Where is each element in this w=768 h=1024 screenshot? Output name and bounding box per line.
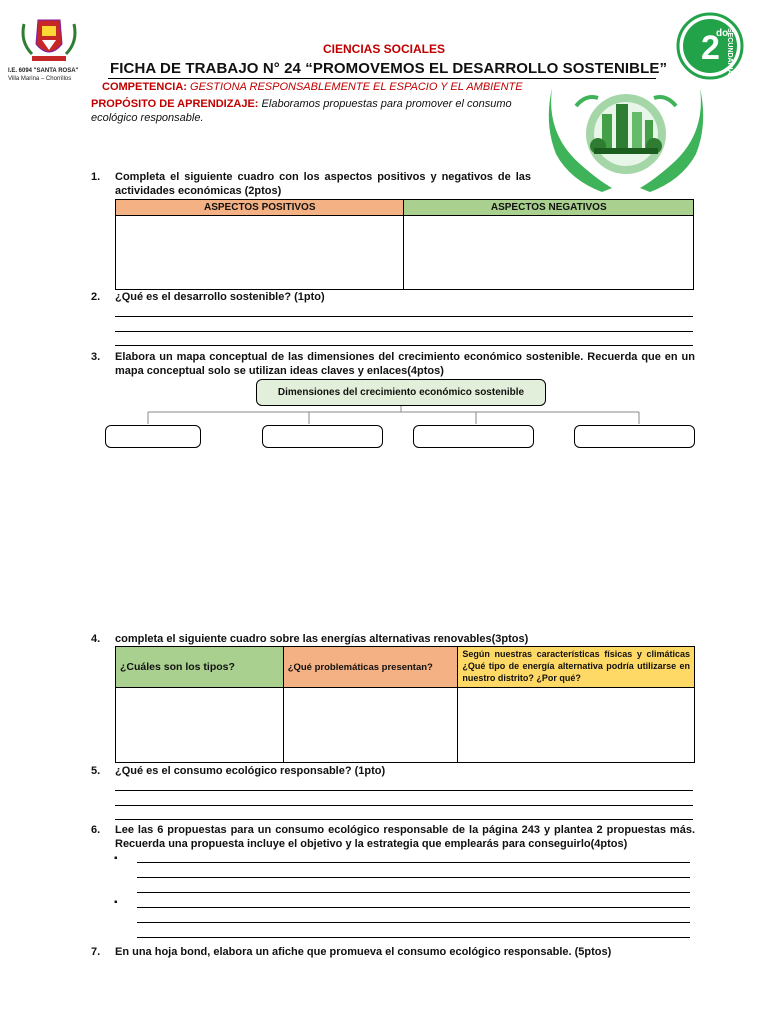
- badge-number: 2: [701, 29, 720, 67]
- cell-types[interactable]: [116, 688, 284, 763]
- bullet: ▪: [114, 853, 118, 864]
- proposito-text: Elaboramos propuestas para promover el consumo ecológico responsable.: [91, 98, 512, 124]
- aspects-table: [115, 199, 694, 290]
- badge-text: SECUNDARIA: [726, 28, 733, 75]
- concept-map-connectors: [140, 406, 660, 426]
- answer-line[interactable]: [115, 805, 693, 806]
- answer-line[interactable]: [137, 937, 690, 938]
- question-number: 6.: [91, 824, 101, 836]
- answer-line[interactable]: [115, 819, 693, 820]
- question-text: ¿Qué es el consumo ecológico responsable? (1pto): [115, 765, 386, 777]
- cell-district-energy[interactable]: [458, 688, 695, 763]
- cell-positive[interactable]: [116, 216, 404, 290]
- school-logo: [18, 14, 80, 64]
- answer-line[interactable]: [115, 790, 693, 791]
- question-text: Completa el siguiente cuadro con los aspectos positivos y negativos de las actividades económicas (2ptos): [115, 171, 531, 197]
- energy-table: [115, 646, 695, 763]
- question-text: En una hoja bond, elabora un afiche que promueva el consumo ecológico responsable. (5ptos): [115, 946, 612, 958]
- cell-negative[interactable]: [404, 216, 694, 290]
- concept-map-node-1[interactable]: [105, 425, 201, 448]
- answer-line[interactable]: [137, 922, 690, 923]
- bullet: ▪: [114, 897, 118, 908]
- header-problems: ¿Qué problemáticas presentan?: [283, 647, 458, 688]
- question-number: 7.: [91, 946, 101, 958]
- answer-line[interactable]: [115, 345, 693, 346]
- eco-hands-illustration: [546, 84, 706, 192]
- question-3: [91, 350, 695, 380]
- title-underline: [108, 78, 656, 79]
- question-text: Lee las 6 propuestas para un consumo ecológico responsable de la página 243 y plantea 2 propuestas más. Recuerda una propuesta incluye el objetivo y la estrategia que emplearás para conseguirlo(4ptos): [115, 824, 695, 850]
- question-number: 3.: [91, 351, 101, 363]
- cell-problems[interactable]: [283, 688, 458, 763]
- subject-title: CIENCIAS SOCIALES: [322, 42, 445, 56]
- competencia-label: COMPETENCIA:: [102, 81, 187, 93]
- proposito: [91, 97, 546, 125]
- competencia: [102, 81, 523, 93]
- question-number: 2.: [91, 291, 101, 303]
- school-location: Villa Marina – Chorrillos: [8, 76, 72, 82]
- concept-map-root: Dimensiones del crecimiento económico sostenible: [256, 379, 546, 406]
- header-types: ¿Cuáles son los tipos?: [116, 647, 284, 688]
- school-name-block: [8, 67, 100, 83]
- header-district-energy: Según nuestras características físicas y climáticas ¿Qué tipo de energía alternativa podría utilizarse en nuestro distrito? ¿Por qué?: [458, 647, 695, 688]
- question-number: 5.: [91, 765, 101, 777]
- question-number: 4.: [91, 633, 101, 645]
- answer-line[interactable]: [137, 907, 690, 908]
- worksheet-title: FICHA DE TRABAJO N° 24 “PROMOVEMOS EL DESARROLLO SOSTENIBLE”: [110, 60, 668, 77]
- concept-map-node-3[interactable]: [413, 425, 534, 448]
- answer-line[interactable]: [137, 892, 690, 893]
- answer-line[interactable]: [137, 862, 690, 863]
- proposito-label: PROPÓSITO DE APRENDIZAJE:: [91, 98, 259, 110]
- header-negative: ASPECTOS NEGATIVOS: [404, 200, 694, 216]
- concept-map-node-4[interactable]: [574, 425, 695, 448]
- question-number: 1.: [91, 171, 101, 183]
- question-text: Elabora un mapa conceptual de las dimensiones del crecimiento económico sostenible. Recuerda que en un mapa conceptual solo se utilizan ideas claves y enlaces(4ptos): [115, 351, 695, 377]
- answer-line[interactable]: [137, 877, 690, 878]
- answer-line[interactable]: [115, 331, 693, 332]
- header-positive: ASPECTOS POSITIVOS: [116, 200, 404, 216]
- question-text: completa el siguiente cuadro sobre las energías alternativas renovables(3ptos): [115, 633, 529, 645]
- competencia-text: GESTIONA RESPONSABLEMENTE EL ESPACIO Y EL AMBIENTE: [190, 81, 523, 93]
- question-text: ¿Qué es el desarrollo sostenible? (1pto): [115, 291, 325, 303]
- badge-sup: do: [716, 28, 729, 39]
- question-6: [91, 823, 695, 853]
- school-name: I.E. 6094 "SANTA ROSA": [8, 68, 79, 74]
- answer-line[interactable]: [115, 316, 693, 317]
- concept-map-node-2[interactable]: [262, 425, 383, 448]
